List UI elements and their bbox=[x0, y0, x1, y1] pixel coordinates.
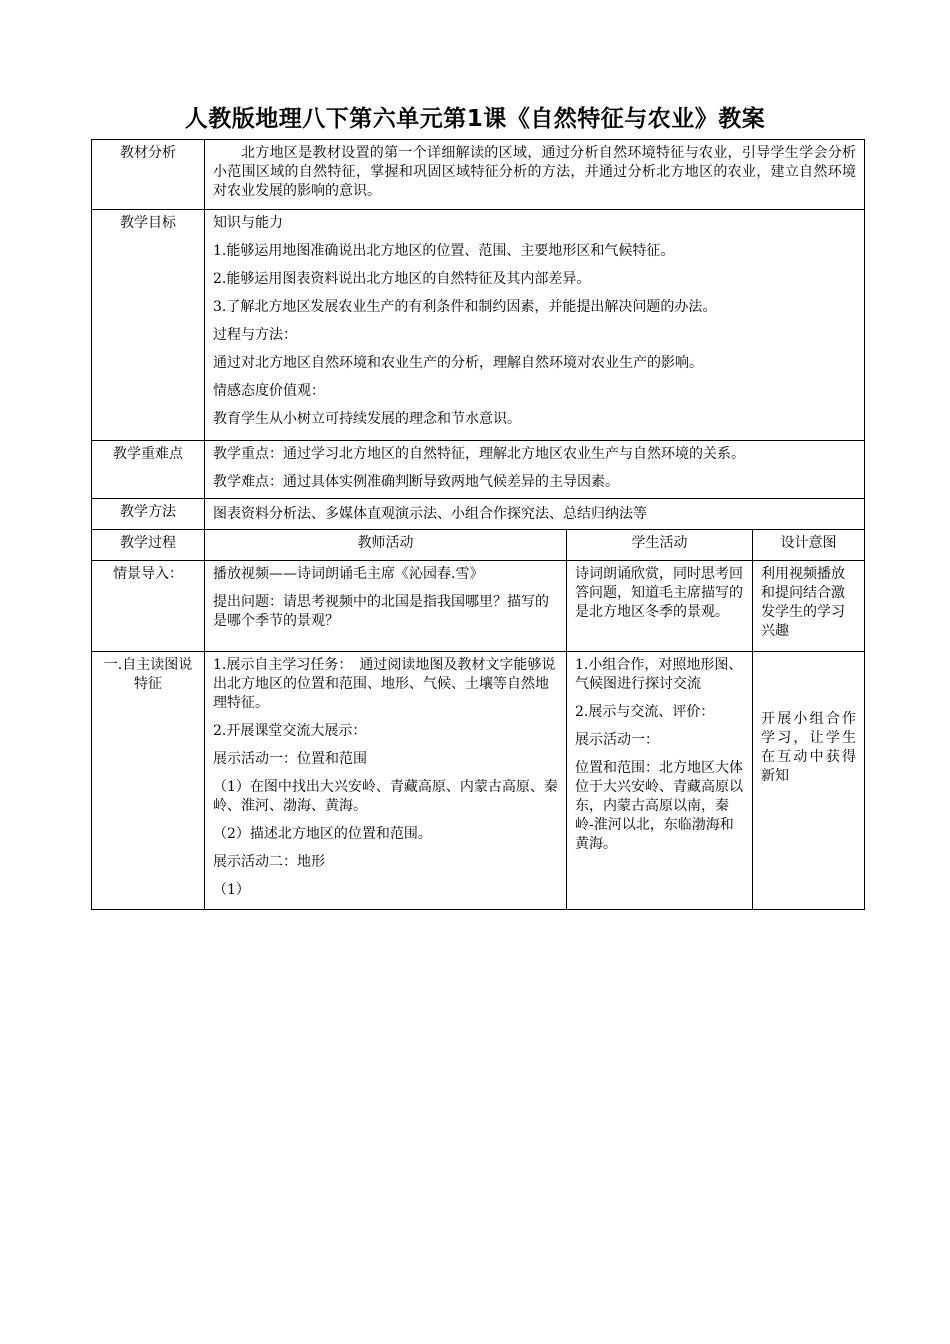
section1-student-line: 位置和范围：北方地区大体位于大兴安岭、青藏高原以东，内蒙古高原以南，秦岭-淮河以北，东临渤海和黄海。 bbox=[575, 760, 743, 852]
goals-line: 1.能够运用地图准确说出北方地区的位置、范围、主要地形区和气候特征。 bbox=[213, 243, 675, 259]
key-points-row bbox=[92, 441, 865, 499]
section1-teacher-line: 展示活动二：地形 bbox=[213, 854, 325, 870]
process-stage-header: 教学过程 bbox=[92, 530, 205, 561]
methods-label: 教学方法 bbox=[92, 499, 205, 530]
student-activity-header: 学生活动 bbox=[567, 530, 753, 561]
intro-intent-cell: 利用视频播放和提问结合激发学生的学习兴趣 bbox=[753, 561, 865, 652]
intro-stage: 情景导入： bbox=[92, 561, 205, 652]
goals-line: 3.了解北方地区发展农业生产的有利条件和制约因素，并能提出解决问题的办法。 bbox=[213, 299, 717, 315]
section1-student-line: 2.展示与交流、评价： bbox=[575, 704, 715, 720]
section1-teacher-line: 展示活动一：位置和范围 bbox=[213, 751, 367, 767]
goals-line: 情感态度价值观： bbox=[213, 383, 325, 399]
methods-row bbox=[92, 499, 865, 530]
goals-line: 过程与方法： bbox=[213, 327, 297, 343]
intro-student-cell: 诗词朗诵欣赏，同时思考回答问题，知道毛主席描写的是北方地区冬季的景观。 bbox=[567, 561, 753, 652]
design-intent-header: 设计意图 bbox=[753, 530, 865, 561]
section1-intent-cell bbox=[753, 652, 865, 910]
goals-row bbox=[92, 210, 865, 441]
section1-intent-text: 开展小组合作学习，让学生在互动中获得新知 bbox=[761, 711, 857, 784]
section1-row bbox=[92, 652, 865, 910]
key-points-label: 教学重难点 bbox=[92, 441, 205, 499]
teacher-activity-header: 教师活动 bbox=[205, 530, 567, 561]
section1-teacher-line: 1.展示自主学习任务： 通过阅读地图及教材文字能够说出北方地区的位置和范围、地形、气候、土壤等自然地理特征。 bbox=[213, 657, 556, 711]
analysis-row bbox=[92, 140, 865, 210]
intro-teacher-line: 提出问题：请思考视频中的北国是指我国哪里？描写的是哪个季节的景观？ bbox=[213, 594, 549, 629]
goals-line: 通过对北方地区自然环境和农业生产的分析，理解自然环境对农业生产的影响。 bbox=[213, 355, 703, 371]
methods-text: 图表资料分析法、多媒体直观演示法、小组合作探究法、总结归纳法等 bbox=[205, 499, 865, 530]
section1-teacher-line: 2.开展课堂交流大展示： bbox=[213, 723, 367, 739]
process-header-row bbox=[92, 530, 865, 561]
section1-student-line: 展示活动一： bbox=[575, 732, 659, 748]
analysis-cell bbox=[205, 140, 865, 210]
analysis-text: 北方地区是教材设置的第一个详细解读的区域，通过分析自然环境特征与农业，引导学生学会分析小范围区域的自然特征，掌握和巩固区域特征分析的方法，并通过分析北方地区的农业，建立自然环境对农业发展的影响的意识。 bbox=[213, 145, 857, 199]
intro-row bbox=[92, 561, 865, 652]
section1-student-cell bbox=[567, 652, 753, 910]
key-point-line: 教学重点：通过学习北方地区的自然特征，理解北方地区农业生产与自然环境的关系。 bbox=[213, 446, 745, 462]
section1-teacher-cell bbox=[205, 652, 567, 910]
goals-line: 教育学生从小树立可持续发展的理念和节水意识。 bbox=[213, 411, 521, 427]
section1-stage: 一.自主读图说特征 bbox=[92, 652, 205, 910]
section1-teacher-line: （1）在图中找出大兴安岭、青藏高原、内蒙古高原、秦岭、淮河、渤海、黄海。 bbox=[213, 779, 558, 814]
intro-teacher-line: 播放视频——诗词朗诵毛主席《沁园春.雪》 bbox=[213, 566, 484, 582]
goals-line: 知识与能力 bbox=[213, 215, 283, 231]
page-title: 人教版地理八下第六单元第1课《自然特征与农业》教案 bbox=[184, 106, 766, 132]
goals-cell bbox=[205, 210, 865, 441]
key-points-cell bbox=[205, 441, 865, 499]
goals-line: 2.能够运用图表资料说出北方地区的自然特征及其内部差异。 bbox=[213, 271, 591, 287]
goals-label: 教学目标 bbox=[92, 210, 205, 441]
key-point-line: 教学难点：通过具体实例准确判断导致两地气候差异的主导因素。 bbox=[213, 474, 619, 490]
analysis-label: 教材分析 bbox=[92, 140, 205, 210]
intro-teacher-cell bbox=[205, 561, 567, 652]
section1-teacher-line: （2）描述北方地区的位置和范围。 bbox=[213, 826, 432, 842]
section1-student-line: 1.小组合作，对照地形图、气候图进行探讨交流 bbox=[575, 657, 743, 692]
lesson-plan-table bbox=[91, 139, 865, 910]
section1-teacher-line: （1） bbox=[213, 882, 250, 898]
